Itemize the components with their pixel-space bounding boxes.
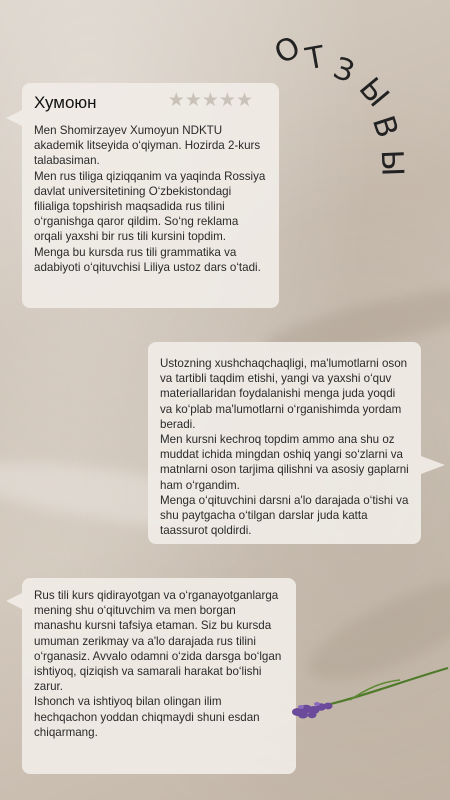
heading-letter: Ы [351,71,396,115]
heading-letter: О [268,29,307,72]
star-icon: ★ [184,90,202,111]
review-text: Ishonch va ishtiyoq bilan olingan ilim hechqachon yoddan chiqmaydi shuni esdan chiqarmang. [34,695,260,739]
review-card [22,83,279,308]
review-text: Men kursni kechroq topdim ammo ana shu oz muddat ichida mingdan oshiq yangi so‘zlarni va matnlarni oson tarjima qilishni va asosiy gaplarni ham o‘rgandim. [160,433,409,492]
review-text: Menga o‘qituvchini darsni a'lo darajada o‘tishi va shu paytgacha o‘tilgan darslar juda katta taassurot qoldirdi. [160,493,409,538]
heading-letter: В [364,111,405,143]
review-text: Menga bu kursda rus tili grammatika va adabiyoti o‘qituvchisi Liliya ustoz dars o‘tadi. [34,245,261,274]
star-icon: ★ [218,90,236,111]
heading-letter: З [328,50,359,91]
speech-bubble-tail [421,456,445,474]
review-card [148,342,421,544]
speech-bubble-tail [6,593,22,609]
page-heading [268,30,438,190]
review-text: Rus tili kurs qidirayotgan va o‘rganayotganlarga mening shu o‘qituvchim va men borgan manashu kursni tafsiya etaman. Siz bu kursda umuman zerikmay va a'lo darajada rus tilini o‘rganasiz. Avvalo odamni o‘zida darsga bo‘lgan ishtiyoq, qiziqish va samarali harakat bo‘lishi zarur. [34,589,282,694]
speech-bubble-tail [6,110,22,126]
heading-letter: Ы [373,149,410,177]
review-text: Men Shomirzayev Xumoyun NDKTU akademik litseyida o‘qiyman. Hozirda 2-kurs talabasiman. [34,124,261,168]
heading-letter: Т [303,39,328,78]
review-author: Хумоюн [34,93,97,112]
review-text: Ustozning xushchaqchaqligi, ma'lumotlarni oson va tartibli taqdim etishi, yangi va yaxshi o‘quv materiallaridan foydalanishi menga juda yoqdi va ko‘plab ma'lumotlarni o‘rganishimda yordam beradi. [160,357,408,431]
star-icon: ★ [235,90,253,111]
rating-stars [167,90,253,111]
review-text: Men rus tiliga qiziqqanim va yaqinda Rossiya davlat universitetining O‘zbekistondagi filialiga topshirish maqsadida rus tilini o‘rganishga qaror qildim. So‘ng reklama orqali yaxshi bir rus tili kursini topdim. [34,169,266,244]
star-icon: ★ [201,90,219,111]
lavender-sprig-image [290,660,450,730]
star-icon: ★ [167,90,185,111]
review-card [22,578,296,774]
